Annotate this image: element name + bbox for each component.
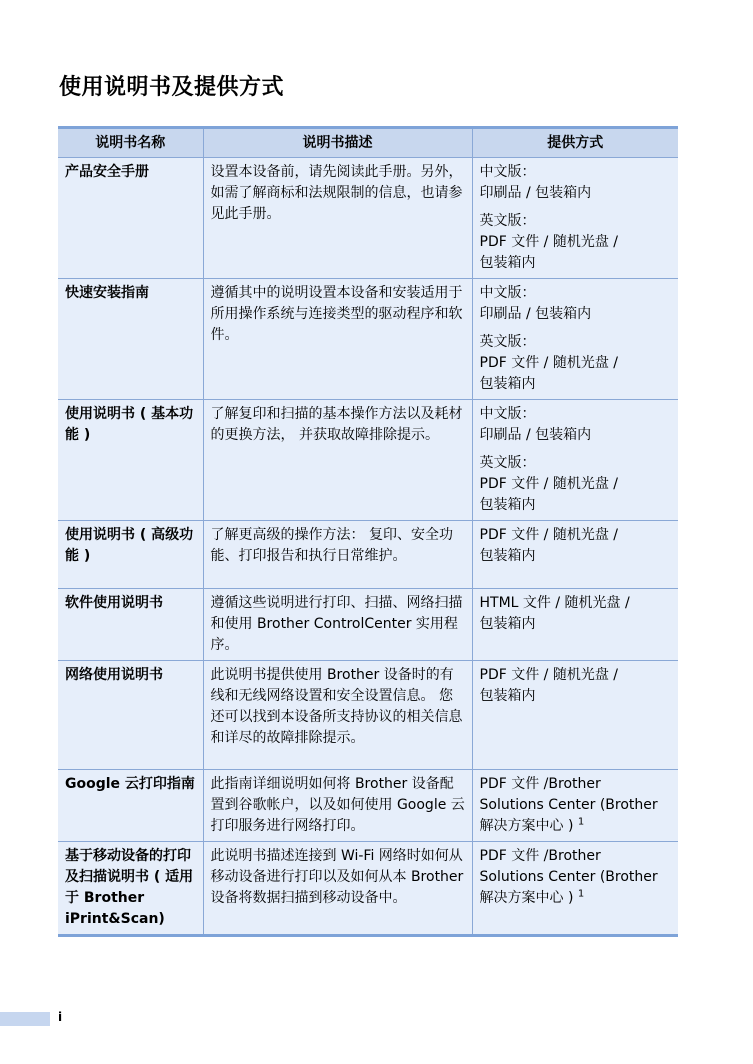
footnote-marker: 1 [577,816,585,828]
header-delivery-method: 提供方式 [472,129,678,158]
manual-name: 使用说明书 ( 基本功能 ) [58,400,203,521]
delivery-text: PDF 文件 / 随机光盘 / 包装箱内 [479,667,619,704]
delivery-chinese: 中文版： 印刷品 / 包装箱内 [479,406,592,443]
delivery-english: 英文版： PDF 文件 / 随机光盘 / 包装箱内 [479,213,619,271]
delivery-method [472,842,678,935]
delivery-chinese: 中文版： 印刷品 / 包装箱内 [479,164,592,201]
delivery-english: 英文版： PDF 文件 / 随机光盘 / 包装箱内 [479,455,619,513]
table-header-row [58,129,678,158]
delivery-method [472,521,678,589]
manual-description: 设置本设备前，请先阅读此手册。另外，如需了解商标和法规限制的信息，也请参见此手册。 [203,158,472,279]
manual-description: 此说明书提供使用 Brother 设备时的有线和无线网络设置和安全设置信息。 您还可以找到本设备所支持协议的相关信息和详尽的故障排除提示。 [203,661,472,770]
delivery-text-body: PDF 文件 /Brother Solutions Center (Brother 解决方案中心 ) [479,776,658,834]
table-row [58,521,678,589]
delivery-text [480,846,673,909]
table-row [58,842,678,935]
table-row [58,400,678,521]
manual-name: 使用说明书 ( 高级功能 ) [58,521,203,589]
delivery-text [480,774,673,837]
manual-name: 产品安全手册 [58,158,203,279]
manual-name: Google 云打印指南 [58,770,203,842]
header-manual-name: 说明书名称 [58,129,203,158]
manual-description: 遵循这些说明进行打印、扫描、网络扫描和使用 Brother ControlCenter 实用程序。 [203,589,472,661]
manual-description: 了解复印和扫描的基本操作方法以及耗材的更换方法， 并获取故障排除提示。 [203,400,472,521]
table-row [58,589,678,661]
delivery-text: PDF 文件 / 随机光盘 / 包装箱内 [479,527,619,564]
delivery-method [472,661,678,770]
delivery-method [472,589,678,661]
delivery-method [472,158,678,279]
header-manual-description: 说明书描述 [203,129,472,158]
table-row [58,158,678,279]
delivery-method [472,400,678,521]
manuals-table [58,126,678,937]
manual-name: 快速安装指南 [58,279,203,400]
table-row [58,770,678,842]
manual-description: 此指南详细说明如何将 Brother 设备配置到谷歌帐户，以及如何使用 Google 云打印服务进行网络打印。 [203,770,472,842]
delivery-method [472,770,678,842]
delivery-chinese: 中文版： 印刷品 / 包装箱内 [479,285,592,322]
footer-accent-bar [0,1012,50,1026]
manual-name: 基于移动设备的打印及扫描说明书 ( 适用于 Brother iPrint&Scan) [58,842,203,935]
table-row [58,661,678,770]
manual-description: 此说明书描述连接到 Wi-Fi 网络时如何从移动设备进行打印以及如何从本 Brother 设备将数据扫描到移动设备中。 [203,842,472,935]
manual-description: 了解更高级的操作方法： 复印、安全功能、打印报告和执行日常维护。 [203,521,472,589]
page-number: i [58,1010,63,1024]
manual-name: 软件使用说明书 [58,589,203,661]
manual-name: 网络使用说明书 [58,661,203,770]
footnote-marker: 1 [577,888,585,900]
table-row [58,279,678,400]
manual-description: 遵循其中的说明设置本设备和安装适用于所用操作系统与连接类型的驱动程序和软件。 [203,279,472,400]
page-title: 使用说明书及提供方式 [59,75,285,100]
delivery-method [472,279,678,400]
delivery-text: HTML 文件 / 随机光盘 / 包装箱内 [479,595,630,632]
delivery-text-body: PDF 文件 /Brother Solutions Center (Brother 解决方案中心 ) [479,848,658,906]
delivery-english: 英文版： PDF 文件 / 随机光盘 / 包装箱内 [479,334,619,392]
